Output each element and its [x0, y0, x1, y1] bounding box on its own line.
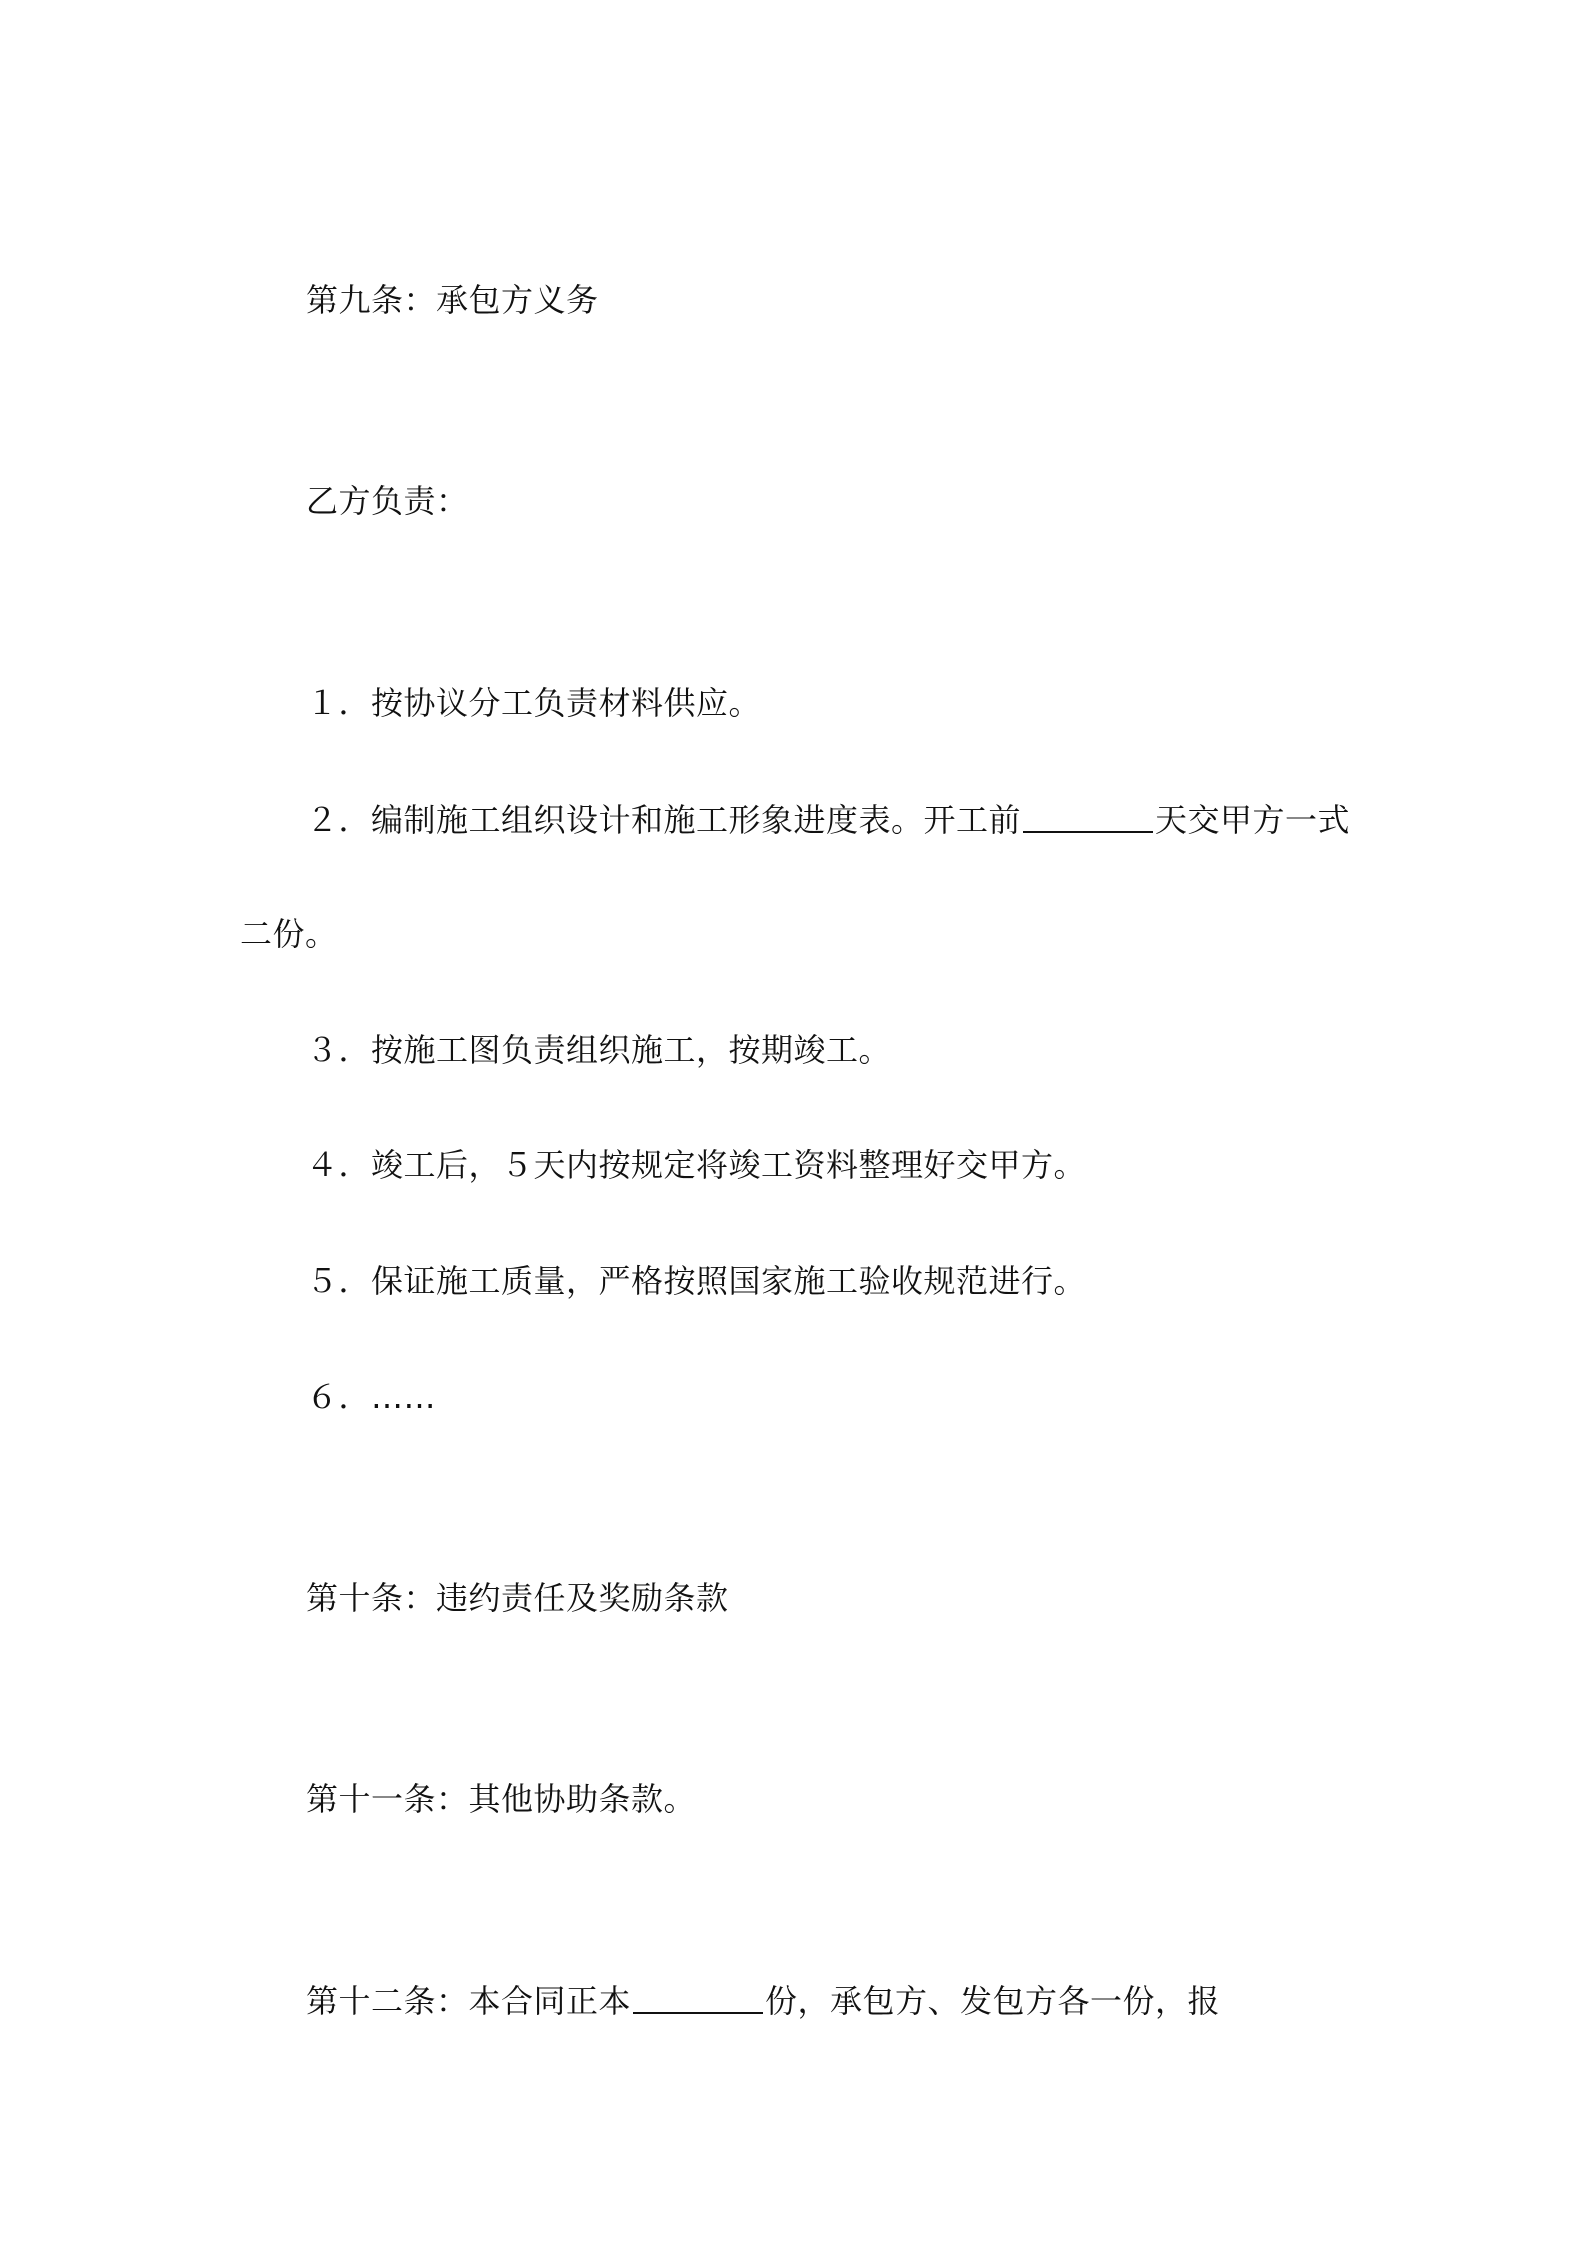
article-11-text: 第十一条：其他协助条款。: [306, 1780, 697, 1818]
list-item-continuation: [240, 914, 338, 954]
list-item: [306, 1145, 1086, 1185]
fill-in-blank-days: [1023, 799, 1153, 833]
party-b-text: 乙方负责：: [306, 482, 469, 520]
item-1-text: １．按协议分工负责材料供应。: [306, 684, 762, 722]
list-item: [306, 1377, 436, 1417]
list-item: [306, 1261, 1086, 1301]
item-2-text: ２．编制施工组织设计和施工形象进度表。开工前: [306, 801, 1022, 839]
article-9-text: 第九条：承包方义务: [306, 281, 599, 319]
fill-in-blank-copies: [633, 1980, 763, 2014]
article-10-heading: [306, 1578, 729, 1618]
item-4-text: ４．竣工后，５天内按规定将竣工资料整理好交甲方。: [306, 1146, 1087, 1184]
list-item: [306, 799, 1350, 840]
article-12-suffix: 份，承包方、发包方各一份，报: [765, 1982, 1221, 2020]
party-b-heading: [306, 481, 469, 521]
item-3-text: ３．按施工图负责组织施工，按期竣工。: [306, 1031, 892, 1069]
article-11-heading: [306, 1779, 696, 1819]
list-item: [306, 1030, 891, 1070]
item-2-text-cont: 天交甲方一式: [1155, 801, 1351, 839]
item-2-continuation-text: 二份。: [240, 915, 338, 953]
item-6-text: ６．……: [306, 1378, 437, 1416]
list-item: [306, 683, 761, 723]
article-10-text: 第十条：违约责任及奖励条款: [306, 1579, 729, 1617]
article-12-prefix: 第十二条：本合同正本: [306, 1982, 632, 2020]
item-5-text: ５．保证施工质量，严格按照国家施工验收规范进行。: [306, 1262, 1087, 1300]
article-9-heading: [306, 280, 599, 320]
article-12-heading: [306, 1980, 1220, 2021]
